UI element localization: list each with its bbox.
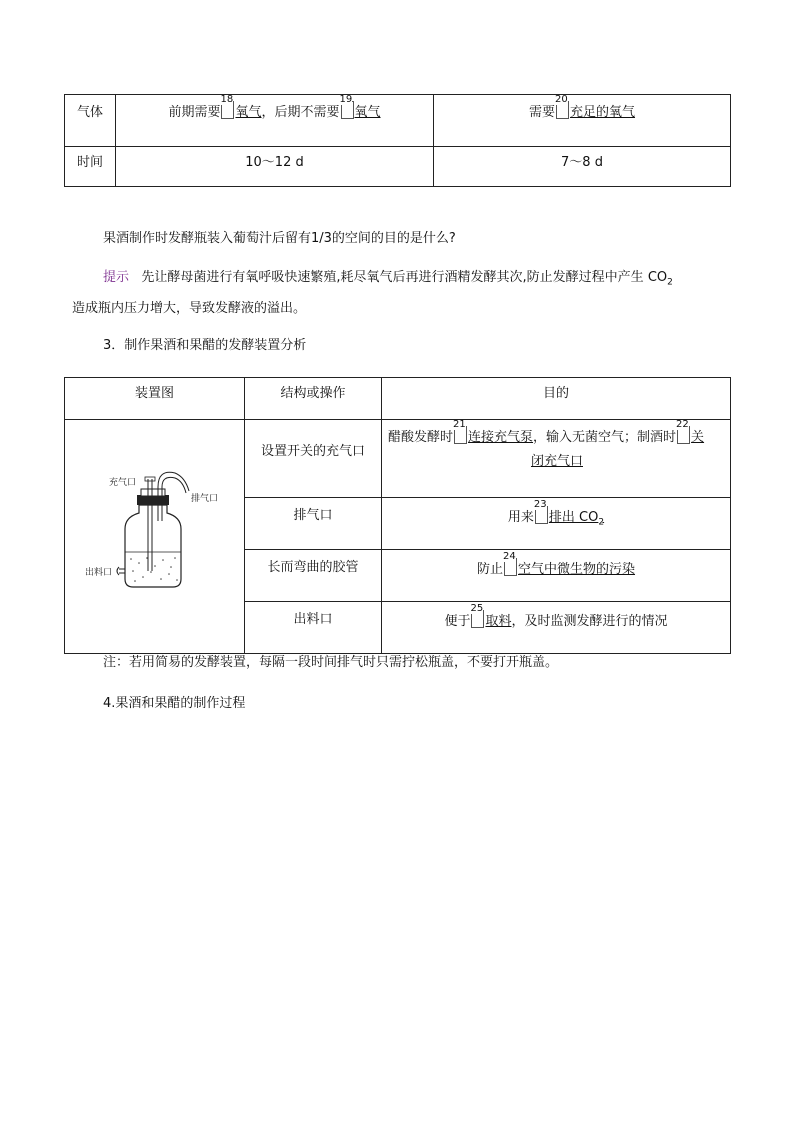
answer-21: 连接充气泵 bbox=[468, 430, 534, 445]
label-sample-outlet: 出料口 bbox=[85, 566, 113, 577]
answer-blank-24[interactable]: 24 bbox=[504, 558, 517, 576]
device-diagram-cell bbox=[65, 420, 245, 654]
answer-blank-22[interactable]: 22 bbox=[677, 426, 690, 444]
answer-22-part1: 关 bbox=[691, 430, 705, 445]
time-cell-1: 10～12 d bbox=[116, 147, 434, 187]
answer-24: 空气中微生物的污染 bbox=[518, 562, 636, 577]
fermentation-bottle-diagram bbox=[65, 421, 243, 653]
purpose-sample-outlet: 便于 25 取料，及时监测发酵进行的情况 bbox=[382, 602, 731, 654]
answer-blank-19[interactable]: 19 bbox=[341, 101, 354, 119]
question-text: 果酒制作时发酵瓶装入葡萄汁后留有1/3的空间的目的是什么? bbox=[103, 231, 456, 246]
note-text: 注：若用简易的发酵装置，每隔一段时间排气时只需拧松瓶盖，不要打开瓶盖。 bbox=[103, 655, 559, 670]
structure-outlet: 排气口 bbox=[245, 498, 382, 550]
label-outlet: 排气口 bbox=[191, 492, 219, 503]
header-structure: 结构或操作 bbox=[245, 378, 382, 420]
section-3-title: 3．制作果酒和果醋的发酵装置分析 bbox=[103, 338, 307, 353]
structure-inlet: 设置开关的充气口 bbox=[245, 420, 382, 498]
answer-19: 氧气 bbox=[354, 105, 381, 120]
comparison-table bbox=[64, 94, 731, 187]
time-cell-2: 7～8 d bbox=[434, 147, 731, 187]
answer-blank-20[interactable]: 20 bbox=[556, 101, 569, 119]
fermentation-device-table bbox=[64, 377, 731, 654]
row-label-gas: 气体 bbox=[65, 95, 116, 147]
answer-22-part2: 闭充气口 bbox=[530, 454, 583, 469]
purpose-outlet: 用来 23 排出 $CO_2$ bbox=[382, 498, 731, 550]
section-4-title: 4.果酒和果醋的制作过程 bbox=[103, 696, 246, 711]
header-diagram: 装置图 bbox=[65, 378, 245, 420]
row-label-time: 时间 bbox=[65, 147, 116, 187]
hint-label: 提示 bbox=[103, 270, 130, 285]
answer-23: 排出 $CO_2$ bbox=[548, 510, 605, 528]
structure-sample-outlet: 出料口 bbox=[245, 602, 382, 654]
gas-early-late-cell: 前期需要 18 氧气，后期不需要 19 氧气 bbox=[116, 95, 434, 147]
gas-need-cell: 需要 20 充足的氧气 bbox=[434, 95, 731, 147]
structure-hose: 长而弯曲的胶管 bbox=[245, 550, 382, 602]
header-purpose: 目的 bbox=[382, 378, 731, 420]
answer-blank-25[interactable]: 25 bbox=[471, 610, 484, 628]
purpose-hose: 防止 24 空气中微生物的污染 bbox=[382, 550, 731, 602]
answer-blank-23[interactable]: 23 bbox=[535, 506, 548, 524]
answer-20: 充足的氧气 bbox=[570, 105, 636, 120]
answer-18: 氧气 bbox=[235, 105, 262, 120]
answer-25: 取料 bbox=[485, 614, 512, 629]
hint-paragraph: 提示 先让酵母菌进行有氧呼吸快速繁殖,耗尽氧气后再进行酒精发酵其次,防止发酵过程中产生 $CO_2$ 造成瓶内压力增大，导致发酵液的溢出。 bbox=[72, 270, 673, 316]
label-inlet: 充气口 bbox=[109, 476, 137, 487]
purpose-inlet: 醋酸发酵时 21 连接充气泵，输入无菌空气；制酒时 22 关 闭充气口 bbox=[382, 420, 731, 498]
answer-blank-18[interactable]: 18 bbox=[221, 101, 234, 119]
answer-blank-21[interactable]: 21 bbox=[454, 426, 467, 444]
